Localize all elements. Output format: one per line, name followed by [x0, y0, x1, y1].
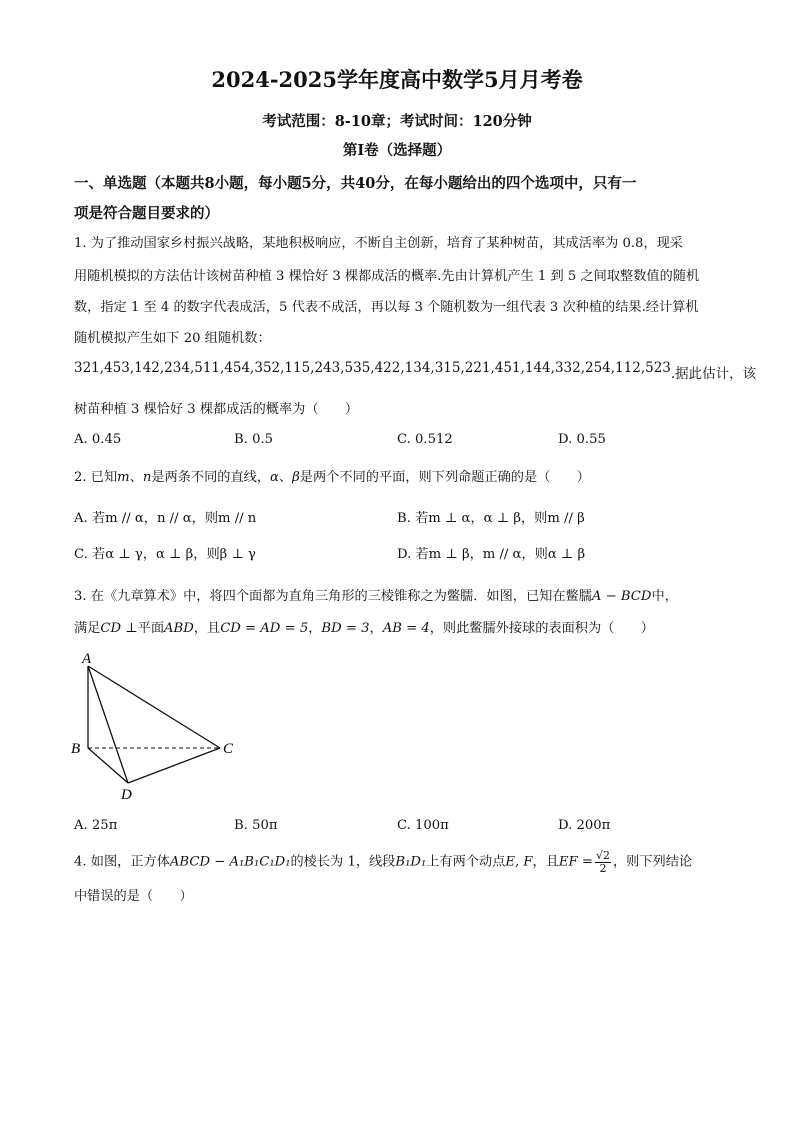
q3-l2-mid1: 平面: [137, 621, 165, 636]
q4-line2: 中错误的是（ ）: [74, 889, 193, 904]
q1-numbers-tail: .据此估计，该: [670, 366, 757, 382]
label-c: C: [223, 741, 234, 757]
volume-heading: 第I卷（选择题）: [342, 142, 452, 159]
edge-ac: [88, 666, 220, 748]
label-d: D: [121, 787, 132, 803]
q3-l2-pre: 满足: [74, 621, 101, 636]
q4-l1-mid: 的棱长为 1，线段: [290, 854, 396, 870]
q4-seg: B₁D₁: [395, 854, 427, 870]
q1-option-d[interactable]: D. 0.55: [558, 432, 606, 447]
q4-l1-mid3: ，且: [532, 854, 559, 870]
q3-l2-m1: CD ⊥: [100, 621, 138, 636]
q3-tetrahedron-figure: [60, 645, 260, 810]
q4-line1: [74, 850, 692, 874]
q3-l2-sep2: ，: [369, 621, 383, 636]
q1-line1: 1. 为了推动国家乡村振兴战略，某地积极响应，不断自主创新，培育了某种树苗，其成活率为 0.8，现采: [74, 236, 683, 251]
q3-l2-m3: CD = AD = 5: [220, 621, 309, 636]
q3-l2-m2: ABD: [164, 621, 194, 636]
q2-beta: β: [292, 470, 300, 485]
q2-m: m: [117, 470, 130, 485]
q3-option-b[interactable]: B. 50π: [234, 818, 278, 833]
q1-option-b[interactable]: B. 0.5: [234, 432, 274, 447]
q2-stem: [74, 471, 590, 484]
q3-line1-pre: 3. 在《九章算术》中，将四个面都为直角三角形的三棱锥称之为鳖臑．如图，已知在鳖臑: [74, 589, 592, 604]
q1-random-numbers: [74, 360, 757, 382]
q1-numbers: 321,453,142,234,511,454,352,115,243,535,422,134,315,221,451,144,332,254,112,523: [74, 360, 671, 376]
q2-option-a[interactable]: A. 若m // α，n // α，则m // n: [74, 511, 257, 526]
q4-fraction: [595, 850, 611, 874]
q3-l2-m4: BD = 3: [321, 621, 370, 636]
q1-line2: 用随机模拟的方法估计该树苗种植 3 棵恰好 3 棵都成活的概率.先由计算机产生 1 到 5 之间取整数值的随机: [74, 269, 700, 284]
q2-stem-mid: 是两条不同的直线，: [151, 470, 271, 485]
q1-option-c[interactable]: C. 0.512: [397, 432, 453, 447]
q2-stem-post: 是两个不同的平面，则下列命题正确的是（ ）: [299, 470, 590, 485]
q3-line2: [74, 622, 654, 635]
section-heading-line2: 项是符合题目要求的）: [74, 205, 219, 222]
q2-option-d[interactable]: D. 若m ⊥ β，m // α，则α ⊥ β: [397, 547, 586, 562]
q3-tetra-name: A − BCD: [591, 589, 652, 604]
exam-info: 考试范围：8-10章；考试时间：120分钟: [262, 113, 532, 130]
label-b: B: [71, 741, 81, 757]
q3-option-c[interactable]: C. 100π: [397, 818, 449, 833]
q3-l2-mid2: ，且: [193, 621, 221, 636]
q3-option-a[interactable]: A. 25π: [74, 818, 118, 833]
q3-l2-post: ，则此鳖臑外接球的表面积为（ ）: [429, 621, 654, 636]
q1-line3: 数，指定 1 至 4 的数字代表成活，5 代表不成活，再以每 3 个随机数为一组代表 3 次种植的结果.经计算机: [74, 300, 699, 315]
edge-dc: [128, 748, 220, 783]
q2-sep1: 、: [129, 470, 143, 485]
q2-option-b[interactable]: B. 若m ⊥ α，α ⊥ β，则m // β: [397, 511, 585, 526]
q3-line1: [74, 590, 678, 603]
q1-line6: 树苗种植 3 棵恰好 3 棵都成活的概率为（ ）: [74, 402, 359, 417]
q4-l1-post: ，则下列结论: [612, 854, 693, 870]
q2-sep2: 、: [278, 470, 293, 485]
q3-option-d[interactable]: D. 200π: [558, 818, 611, 833]
q4-cube: ABCD − A₁B₁C₁D₁: [169, 854, 291, 870]
q4-frac-num: √2: [595, 849, 610, 862]
q2-stem-pre: 2. 已知: [74, 470, 118, 485]
q2-option-c[interactable]: C. 若α ⊥ γ，α ⊥ β，则β ⊥ γ: [74, 547, 256, 562]
q4-frac-den: 2: [599, 861, 607, 875]
q4-l1-mid2: 上有两个动点: [426, 854, 506, 870]
q4-l1-pre: 4. 如图，正方体: [74, 854, 170, 870]
q3-line1-post: 中，: [651, 589, 678, 604]
q4-pts: E, F: [505, 854, 533, 870]
q1-line4: 随机模拟产生如下 20 组随机数：: [74, 331, 271, 346]
q3-l2-m5: AB = 4: [382, 621, 430, 636]
q3-l2-sep1: ，: [308, 621, 322, 636]
section-heading-line1: 一、单选题（本题共8小题，每小题5分，共40分，在每小题给出的四个选项中，只有一: [74, 175, 637, 192]
q4-ef: EF =: [558, 854, 593, 870]
q1-option-a[interactable]: A. 0.45: [74, 432, 122, 447]
q2-n: n: [142, 470, 152, 485]
q2-alpha: α: [270, 470, 279, 485]
label-a: A: [82, 651, 92, 667]
exam-title: 2024-2025学年度高中数学5月月考卷: [211, 67, 583, 92]
